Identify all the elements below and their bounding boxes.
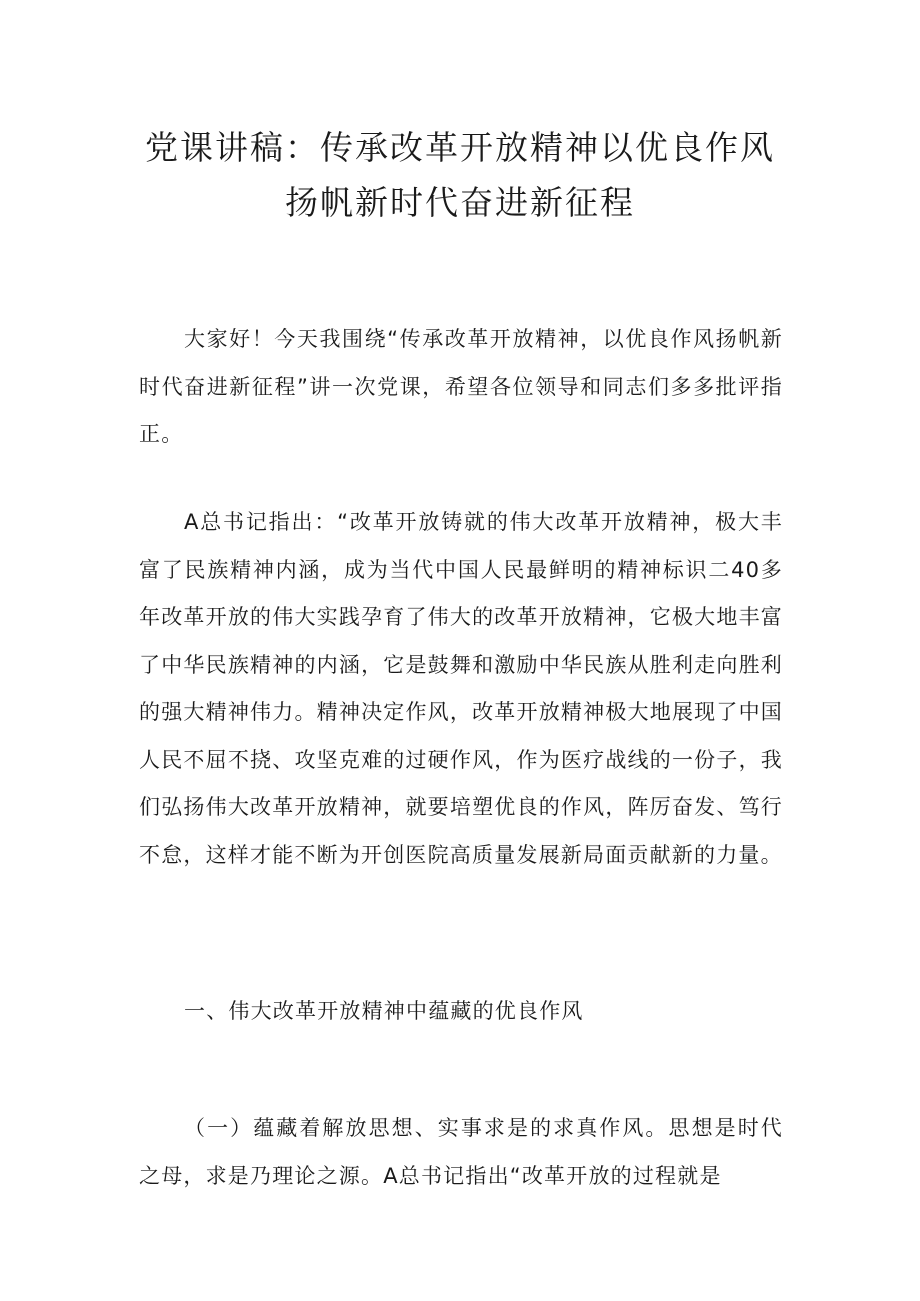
subsection-paragraph: （一）蕴藏着解放思想、实事求是的求真作风。思想是时代之母，求是乃理论之源。A总书记指出“改革开放的过程就是 xyxy=(139,1116,783,1188)
section-heading: 一、伟大改革开放精神中蕴藏的优良作风 xyxy=(184,999,584,1023)
quote-paragraph: A总书记指出：“改革开放铸就的伟大改革开放精神，极大丰富了民族精神内涵，成为当代中国人民最鲜明的精神标识二40多年改革开放的伟大实践孕育了伟大的改革开放精神，它极大地丰富了中华民族精神的内涵，它是鼓舞和激励中华民族从胜利走向胜利的强大精神伟力。精神决定作风，改革开放精神极大地展现了中国人民不屈不挠、攻坚克难的过硬作风，作为医疗战线的一份子，我们弘扬伟大改革开放精神，就要培塑优良的作风，阵厉奋发、笃行不怠，这样才能不断为开创医院高质量发展新局面贡献新的力量。 xyxy=(139,510,783,867)
document-title-line-1: 党课讲稿：传承改革开放精神以优良作风 xyxy=(145,128,775,167)
document-title-line-2: 扬帆新时代奋进新征程 xyxy=(285,183,635,222)
intro-paragraph: 大家好！今天我围绕“传承改革开放精神，以优良作风扬帆新时代奋进新征程”讲一次党课，希望各位领导和同志们多多批评指正。 xyxy=(139,327,783,446)
